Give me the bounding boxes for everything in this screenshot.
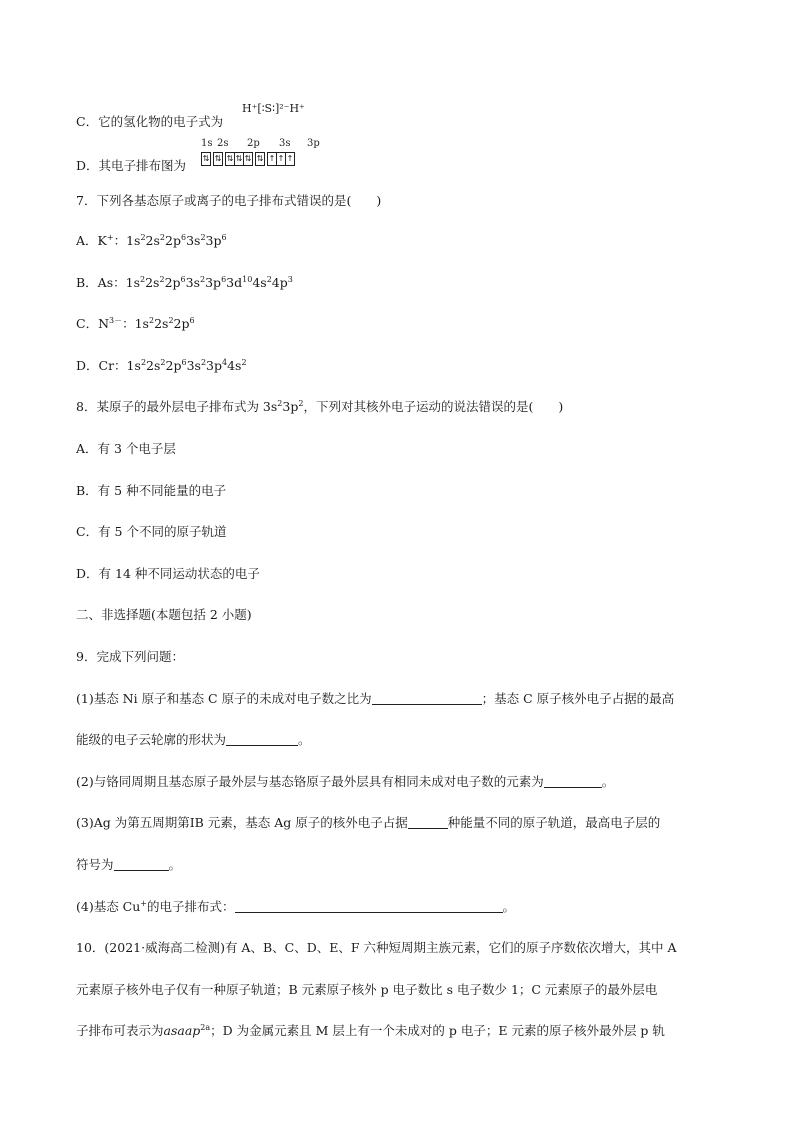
answer-blank[interactable]	[408, 816, 448, 829]
answer-blank[interactable]	[372, 692, 482, 705]
section-heading: 二、非选择题(本题包括 2 小题)	[76, 607, 252, 622]
option-c-q8: C．有 5 个不同的原子轨道	[76, 524, 227, 539]
orbital-box: ⇅	[234, 152, 244, 166]
question-7: 7．下列各基态原子或离子的电子排布式错误的是( )	[76, 193, 382, 208]
option-c-q7: C．$N^{3-}$：$1s^22s^22p^6$	[76, 316, 195, 331]
q9-part1-line1: (1)基态 Ni 原子和基态 C 原子的未成对电子数之比为 ；基态 C 原子核外电子占据的最高	[76, 691, 675, 706]
answer-blank[interactable]	[544, 775, 602, 788]
question-9: 9．完成下列问题：	[76, 649, 184, 664]
orbital-label: 3s	[279, 138, 291, 149]
option-d-q8: D．有 14 种不同运动状态的电子	[76, 566, 260, 581]
orbital-boxes	[201, 152, 294, 166]
option-b-q8: B．有 5 种不同能量的电子	[76, 483, 227, 498]
q9-part2: (2)与铬同周期且基态原子最外层与基态铬原子最外层具有相同未成对电子数的元素为 。	[76, 774, 615, 789]
question-10-line1: 10．(2021·威海高二检测)有 A、B、C、D、E、F 六种短周期主族元素，它们的原子序数依次增大，其中 A	[76, 940, 677, 955]
q9-part1-line2: 能级的电子云轮廓的形状为 。	[76, 732, 311, 747]
option-d-q7: D．Cr：$1s^22s^22p^63s^23p^44s^2$	[76, 358, 247, 373]
electron-formula: H⁺[∶S∶]²⁻H⁺	[242, 102, 305, 115]
orbital-box: ⇅	[201, 152, 211, 166]
option-a-q8: A．有 3 个电子层	[76, 441, 176, 456]
answer-blank[interactable]	[226, 733, 298, 746]
q9-part3-line2: 符号为 。	[76, 857, 182, 872]
question-10-line2: 元素原子核外电子仅有一种原子轨道；B 元素原子核外 p 电子数比 s 电子数少 1；C 元素原子的最外层电	[76, 982, 658, 997]
option-c-q6: C．它的氢化物的电子式为	[76, 114, 224, 129]
orbital-label: 1s	[201, 138, 213, 149]
orbital-box: ⇅	[243, 152, 253, 166]
option-a-q7: A．K+：$1s^22s^22p^63s^23p^6$	[76, 233, 227, 248]
option-b-q7: B．As：$1s^22s^22p^63s^23p^63d^{10}4s^24p^3$	[76, 275, 293, 290]
answer-blank[interactable]	[235, 900, 503, 913]
orbital-label: 2p	[247, 138, 260, 149]
orbital-box: ↑	[276, 152, 286, 166]
orbital-box: ↑	[285, 152, 295, 166]
orbital-label: 3p	[307, 138, 320, 149]
orbital-label: 2s	[217, 138, 229, 149]
question-10-line3: 子排布可表示为asaap$^{2a}$；D 为金属元素且 M 层上有一个未成对的 p 电子；E 元素的原子核外最外层 p 轨	[76, 1023, 665, 1038]
orbital-box: ↑	[267, 152, 277, 166]
q9-part3-line1: (3)Ag 为第五周期第ⅠB 元素，基态 Ag 原子的核外电子占据 种能量不同的原子轨道，最高电子层的	[76, 815, 661, 830]
answer-blank[interactable]	[114, 858, 169, 871]
orbital-box: ⇅	[225, 152, 235, 166]
option-d-q6: D．其电子排布图为	[76, 158, 187, 173]
orbital-box: ⇅	[255, 152, 265, 166]
orbital-box: ⇅	[213, 152, 223, 166]
q9-part4: (4)基态 Cu+的电子排布式： 。	[76, 899, 516, 914]
question-8: 8．某原子的最外层电子排布式为 $3s^23p^2$，下列对其核外电子运动的说法错误的是( )	[76, 399, 564, 414]
